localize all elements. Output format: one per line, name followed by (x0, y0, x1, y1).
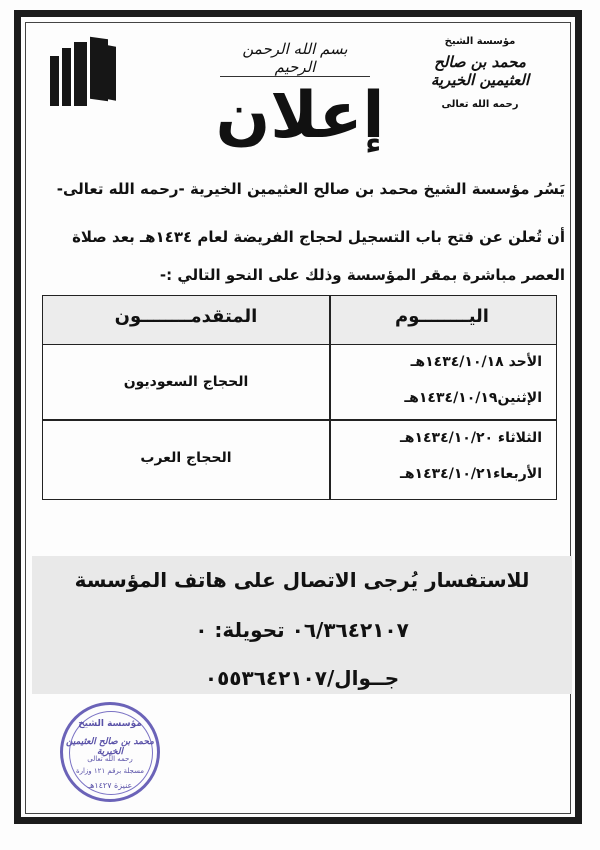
contact-box (32, 556, 572, 694)
intro-line-1: يَسُر مؤسسة الشيخ محمد بن صالح العثيمين الخيرية -رحمه الله تعالى- (56, 180, 565, 198)
org-small-label: مؤسسة الشيخ (444, 36, 516, 47)
stamp-note: رحمه الله تعالى (87, 755, 133, 763)
official-stamp (60, 702, 160, 802)
stamp-top: مؤسسة الشيخ (78, 719, 142, 729)
phone-number: ٠٦/٣٦٤٢١٠٧ تحويلة: ٠ (195, 618, 409, 642)
stamp-reg: مسجلة برقم ١٢١ وزارة (75, 767, 145, 775)
org-name-calligraphy: محمد بن صالح العثيمين الخيرية (430, 53, 530, 89)
row1-day2: الإثنين١٤٣٤/١٠/١٩هـ (404, 390, 542, 406)
row2-day1: الثلاثاء ١٤٣٤/١٠/٢٠هـ (399, 430, 542, 446)
stamp-bottom: عنيزة ١٤٢٧هـ (87, 781, 133, 790)
row2-day2: الأربعاء١٤٣٤/١٠/٢١هـ (400, 466, 542, 482)
org-note: رحمه الله تعالى (441, 99, 519, 110)
intro-line-2: أن تُعلن عن فتح باب التسجيل لحجاج الفريضة لعام ١٤٣٤هـ بعد صلاة (72, 228, 565, 246)
header-applicants: المتقدمــــــــون (114, 306, 258, 327)
contact-line-1: للاستفسار يُرجى الاتصال على هاتف المؤسسة (74, 568, 530, 592)
schedule-table (42, 295, 557, 500)
row1-day1: الأحد ١٤٣٤/١٠/١٨هـ (410, 354, 542, 370)
foundation-logo (50, 38, 120, 110)
row1-group: الحجاج السعوديون (123, 374, 249, 390)
mobile-number: جــوال/٠٥٥٣٦٤٢١٠٧ (204, 666, 400, 690)
basmala: بسم الله الرحمن الرحيم (220, 40, 370, 77)
stamp-name: محمد بن صالح العثيمين الخيرية (65, 737, 155, 757)
intro-line-3: العصر مباشرة بمقر المؤسسة وذلك على النحو التالي :- (159, 266, 565, 284)
row2-group: الحجاج العرب (140, 450, 232, 466)
page-title: إعلان (215, 79, 385, 153)
header-day: اليــــــــوم (395, 306, 489, 327)
